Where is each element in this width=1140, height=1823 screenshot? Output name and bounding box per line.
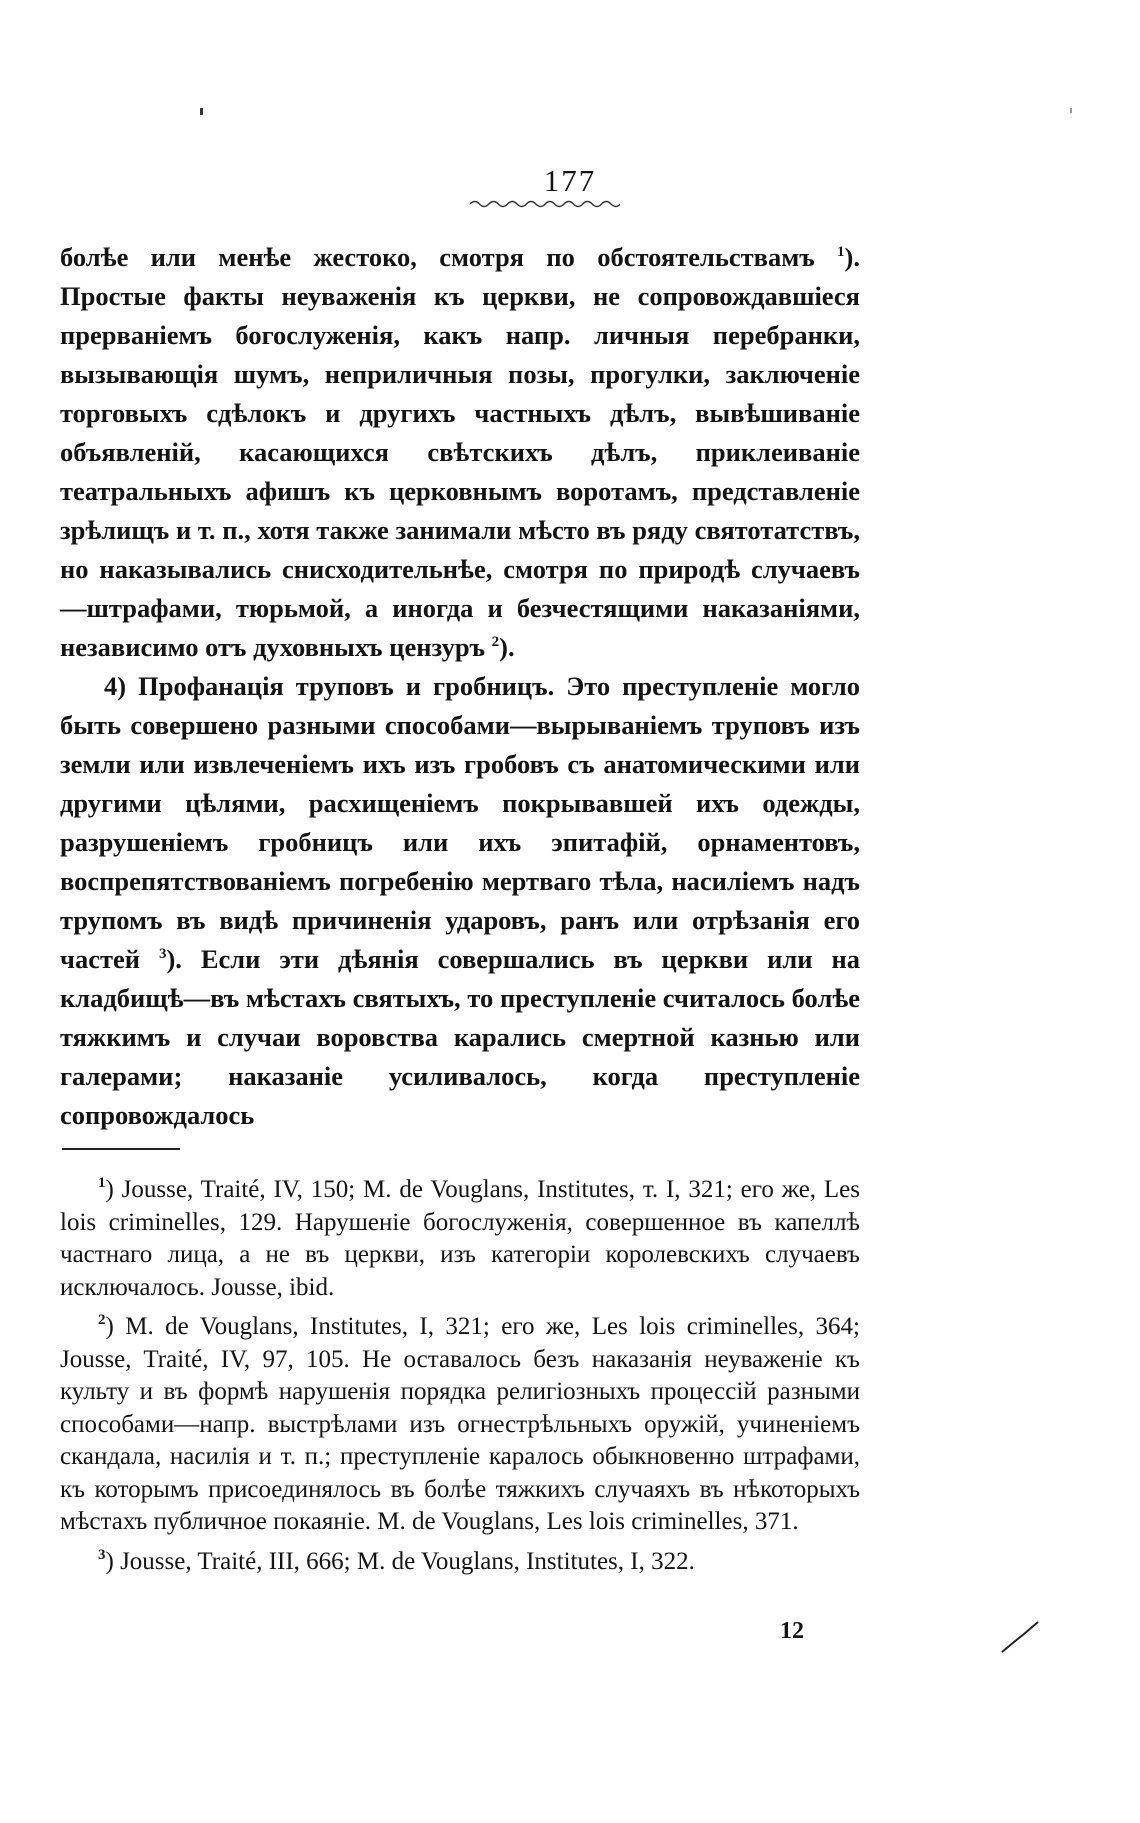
- footnote-ref-2: 2: [491, 634, 500, 650]
- main-text: [60, 238, 860, 1135]
- footnote-2: $^2$) M. de Vouglans, Institutes, I, 321; его же, Les lois criminelles, 364; Jousse, Traité, IV, 97, 105. Не оставалось безъ наказанія неуваженіе къ культу и въ формѣ нарушенія порядка религіозныхъ процессій разными способами—напр. выстрѣлами изъ огнестрѣльныхъ оружій, учиненіемъ скандала, насилія и т. п.; преступленіе каралось обыкновенно штрафами, къ которымъ присоединялось въ болѣе тяжкихъ случаяхъ въ нѣкоторыхъ мѣстахъ публичное покаяніе. M. de Vouglans, Les lois criminelles, 371.: [60, 1312, 860, 1535]
- footnote-ref-3: 3: [158, 946, 167, 962]
- page-number: 177: [543, 163, 597, 198]
- footnote-3: $^3$) Jousse, Traité, III, 666; M. de Vouglans, Institutes, I, 322.: [98, 1546, 695, 1575]
- paragraph-profanation: 4) Профанація труповъ и гробницъ. Это преступленіе могло быть совершено разными способами—вырываніемъ труповъ изъ земли или извлеченіемъ ихъ изъ гробовъ съ анатомическими или другими цѣлями, расхищеніемъ покрывавшей ихъ одежды, разрушеніемъ гробницъ или ихъ эпитафій, орнаментовъ, воспрепятствованіемъ погребенію мертваго тѣла, насиліемъ надъ трупомъ въ видѣ причиненія ударовъ, ранъ или отрѣзанія его частей $^3$). Если эти дѣянія совершались въ церкви или на кладбищѣ—въ мѣстахъ святыхъ, то преступленіе считалось болѣе тяжкимъ и случаи воровства карались смертной казнью или галерами; наказаніе усиливалось, когда преступленіе сопровождалось: [60, 671, 860, 1130]
- footnotes: [60, 1174, 860, 1585]
- page-number-wavy-underline: [470, 199, 620, 209]
- pencil-mark: [1000, 1620, 1040, 1654]
- scan-speck: [1070, 108, 1072, 113]
- footnote-separator: [62, 1148, 180, 1150]
- scan-speck: [200, 108, 203, 115]
- footnote-ref-1: 1: [837, 244, 845, 260]
- paragraph-sacrilege: болѣе или менѣе жестоко, смотря по обстоятельствамъ $^1$). Простые факты неуваженія къ церкви, не сопровождавшіеся прерваніемъ богослуженія, какъ напр. личныя перебранки, вызывающія шумъ, неприличныя позы, прогулки, заключеніе торговыхъ сдѣлокъ и другихъ частныхъ дѣлъ, вывѣшиваніе объявленій, касающихся свѣтскихъ дѣлъ, приклеиваніе театральныхъ афишъ къ церковнымъ воротамъ, представленіе зрѣлищъ и т. п., хотя также занимали мѣсто въ ряду святотатствъ, но наказывались снисходительнѣе, смотря по природѣ случаевъ—штрафами, тюрьмой, а иногда и безчестящими наказаніями, независимо отъ духовныхъ цензуръ $^2$).: [60, 242, 860, 662]
- signature-mark: 12: [780, 1618, 804, 1644]
- footnote-1: $^1$) Jousse, Traité, IV, 150; M. de Vouglans, Institutes, т. I, 321; его же, Les lois criminelles, 129. Нарушеніе богослуженія, совершенное въ капеллѣ частнаго лица, а не въ церкви, изъ категоріи королевскихъ случаевъ исключалось. Jousse, ibid.: [60, 1175, 860, 1301]
